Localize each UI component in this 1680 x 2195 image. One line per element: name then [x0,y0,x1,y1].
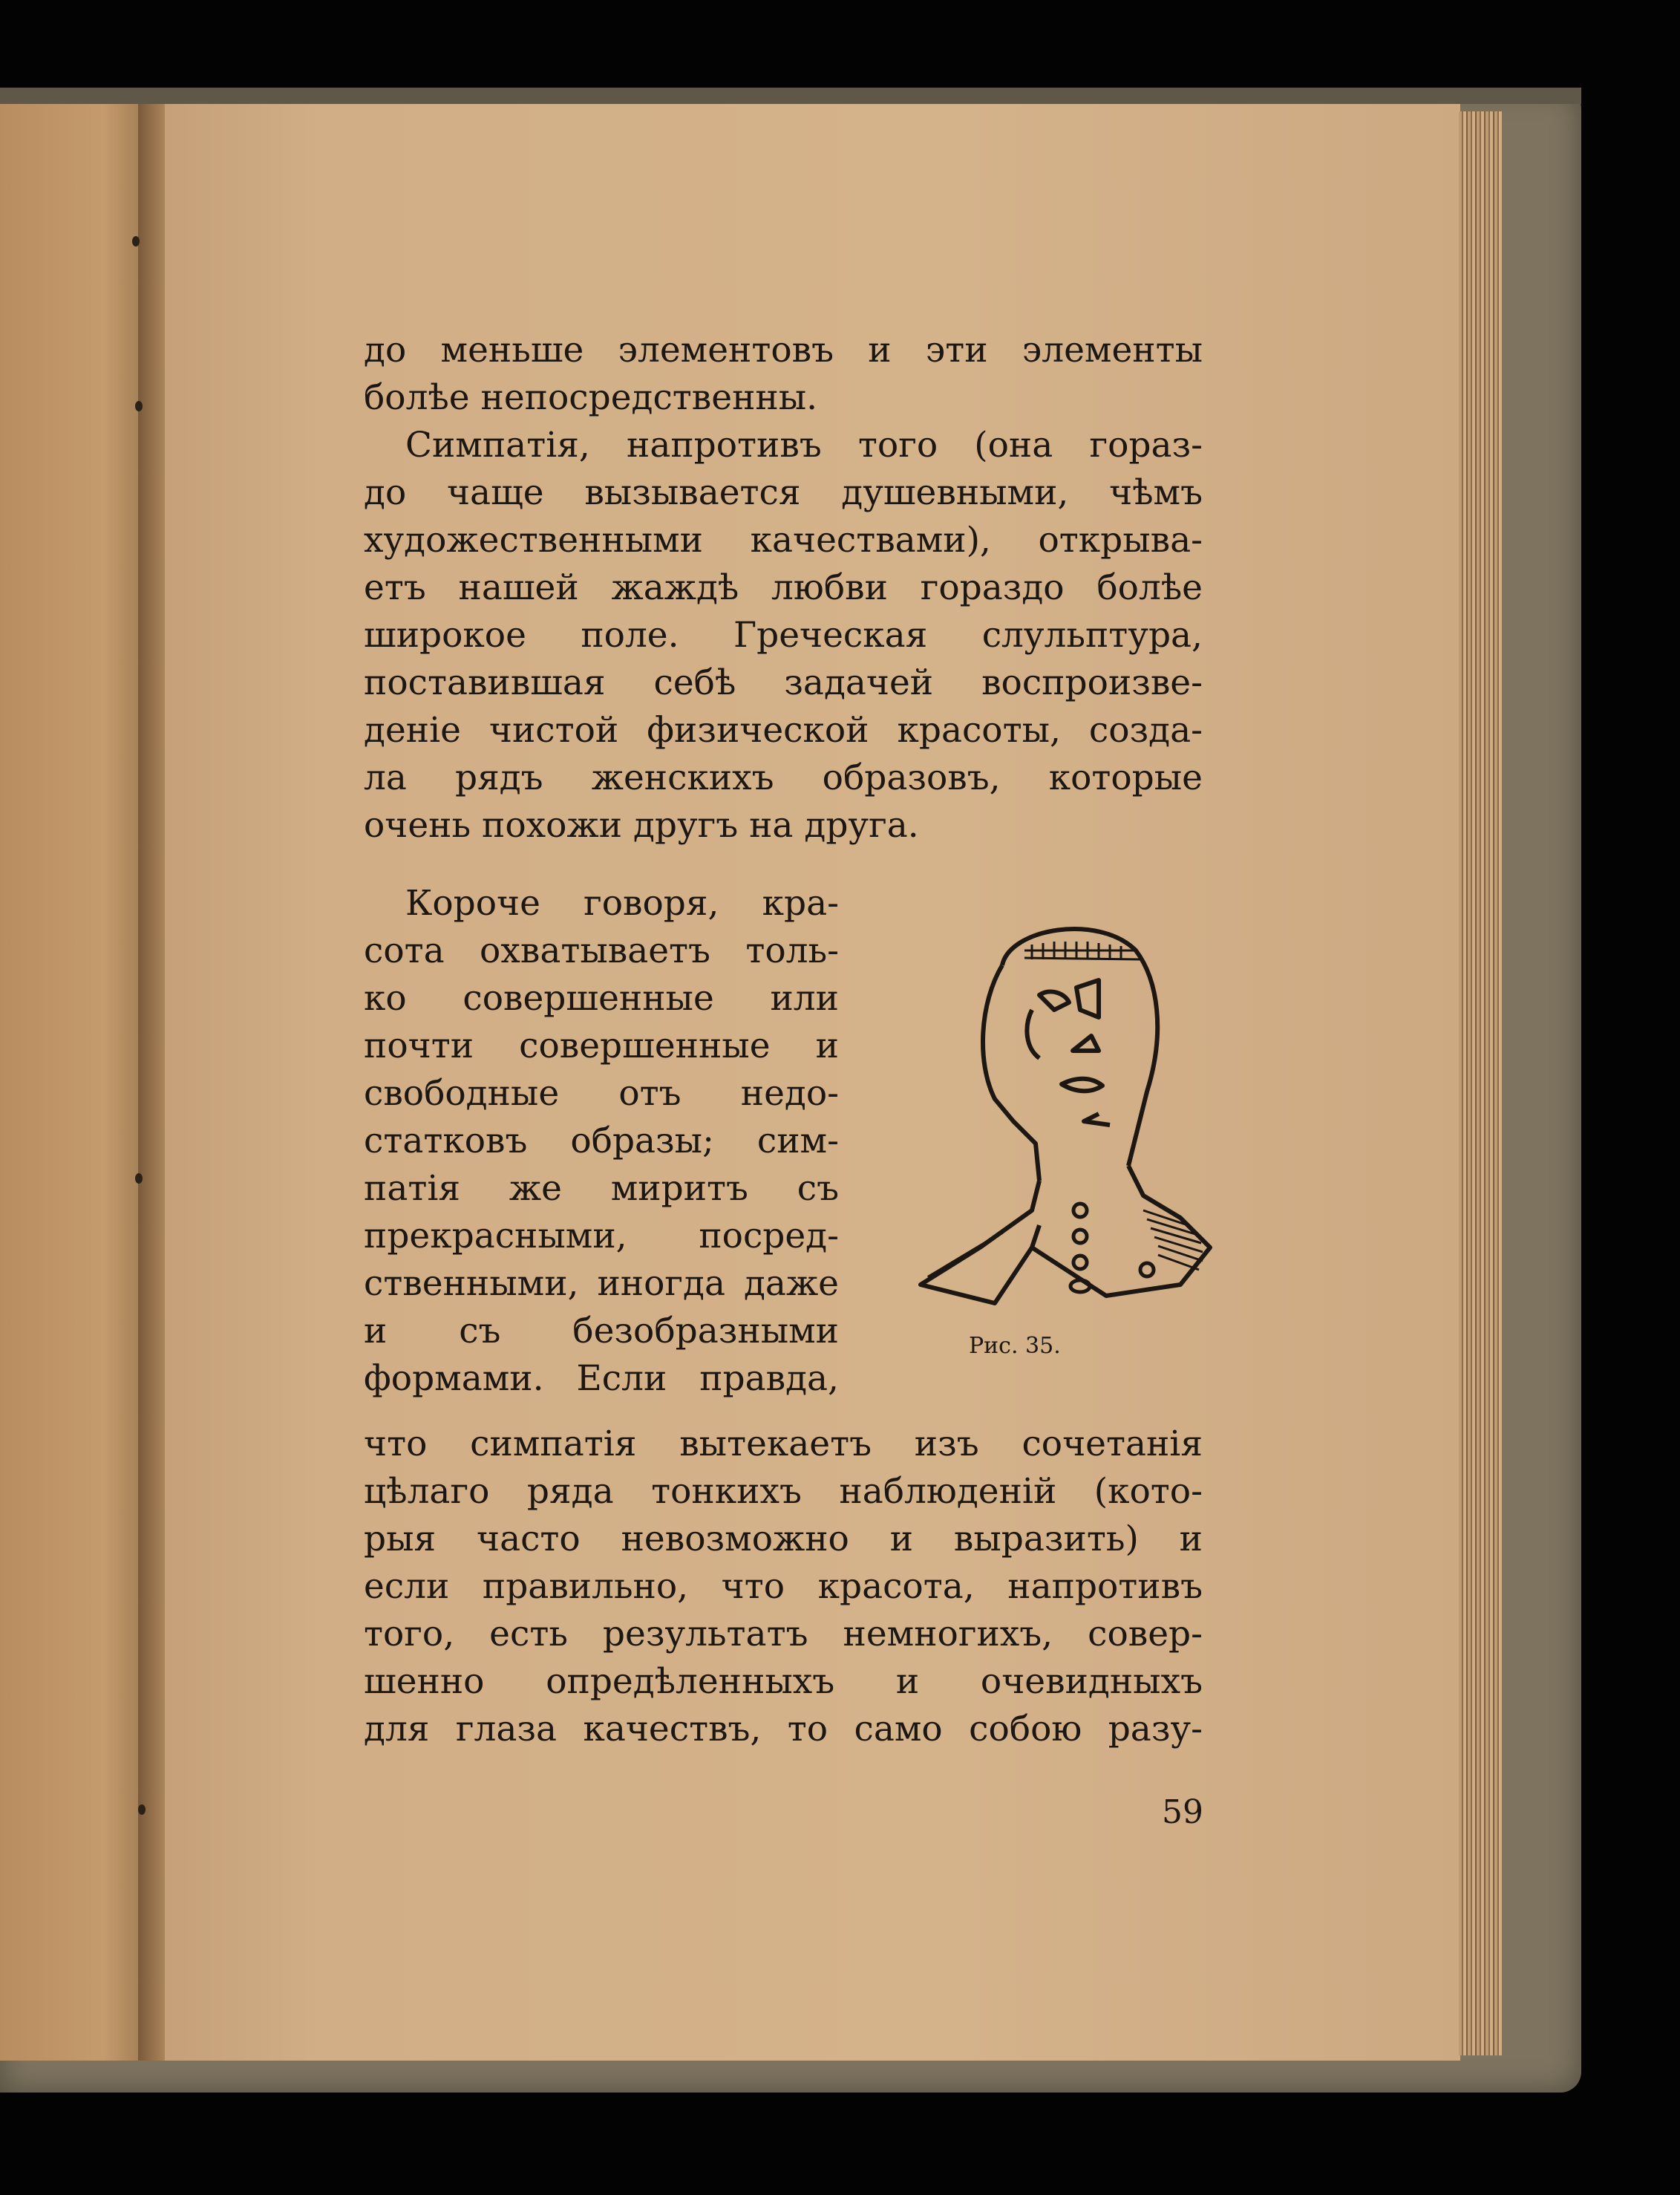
margin-mark [132,236,140,247]
text-line: для глаза качествъ, то само собою разу- [364,1709,1203,1749]
tattooed-bust-drawing [854,898,1225,1314]
left-page-edge [0,104,148,2061]
text-line: если правильно, что красота, напротивъ [364,1566,1203,1607]
text-line: и съ безобразными [364,1311,839,1351]
book-gutter [138,104,168,2061]
text-line: художественными качествами), открыва- [364,520,1203,561]
margin-mark [138,1804,146,1815]
margin-mark [135,1173,143,1184]
text-line: Симпатія, напротивъ того (она гораз- [405,425,1203,466]
text-line: болѣе непосредственны. [364,377,818,418]
text-line: того, есть результатъ немногихъ, совер- [364,1614,1203,1654]
text-line: ственными, иногда даже [364,1263,839,1304]
paragraph-top [364,327,1203,849]
text-line: рыя часто невозможно и выразить) и [364,1519,1203,1559]
text-line: сота охватываетъ толь- [364,930,839,971]
text-line: свободные отъ недо- [364,1073,839,1114]
text-line: деніе чистой физической красоты, созда- [364,710,1203,751]
text-line: поставившая себѣ задачей воспроизве- [364,662,1203,703]
margin-mark [135,401,143,411]
text-line: етъ нашей жаждѣ любви гораздо болѣе [364,567,1203,608]
page-number: 59 [1162,1793,1203,1831]
text-line: до меньше элементовъ и эти элементы [364,330,1203,371]
text-line: ко совершенные или [364,978,839,1019]
text-line: статковъ образы; сим- [364,1121,839,1161]
text-line: ла рядъ женскихъ образовъ, которые [364,757,1203,798]
text-line: прекрасными, посред- [364,1216,839,1256]
text-line: Короче говоря, кра- [405,883,839,924]
text-line: очень похожи другъ на друга. [364,805,919,846]
text-line: почти совершенные и [364,1025,839,1066]
paragraph-wrap [364,880,839,1403]
paragraph-bottom [364,1421,1203,1753]
text-line: шенно опредѣленныхъ и очевидныхъ [364,1661,1203,1702]
text-line: что симпатія вытекаетъ изъ сочетанія [364,1423,1203,1464]
text-line: патія же миритъ съ [364,1168,839,1209]
text-line: до чаще вызывается душевными, чѣмъ [364,472,1203,513]
figure-illustration [854,898,1225,1314]
text-line: широкое поле. Греческая слульптура, [364,615,1203,656]
figure-caption: Рис. 35. [969,1333,1061,1359]
cover-top-edge [0,88,1581,104]
text-line: цѣлаго ряда тонкихъ наблюденій (кото- [364,1471,1203,1512]
text-line: формами. Если правда, [364,1358,839,1399]
page-edges [1459,111,1502,2055]
